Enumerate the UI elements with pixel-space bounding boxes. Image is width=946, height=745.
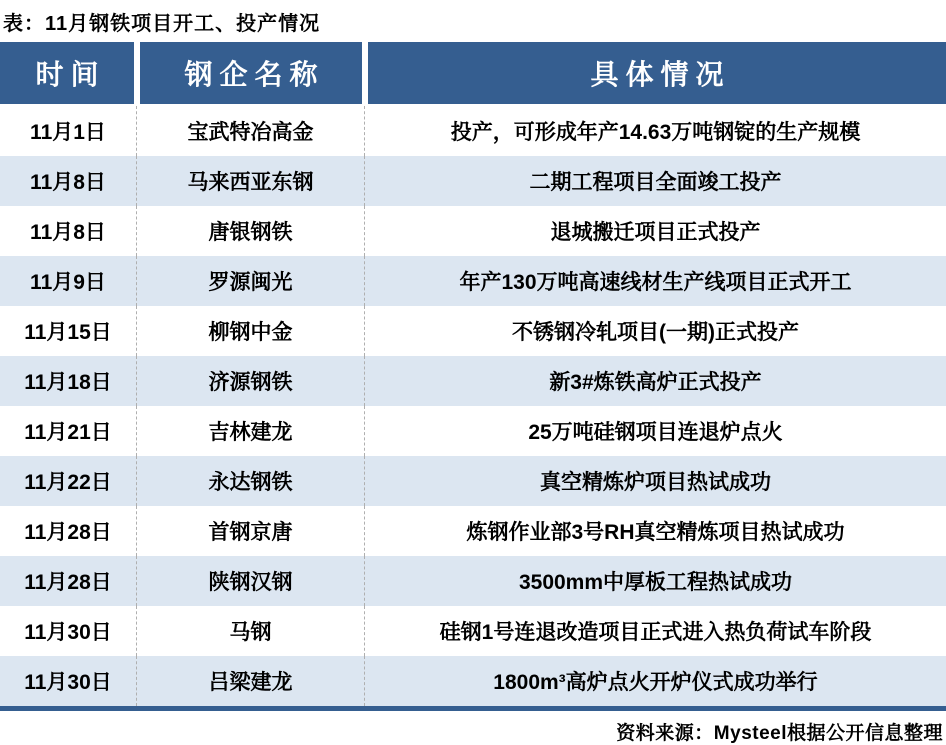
cell-date: 11月8日 — [0, 156, 137, 206]
cell-detail: 炼钢作业部3号RH真空精炼项目热试成功 — [466, 521, 845, 544]
cell-company: 马钢 — [137, 606, 365, 656]
cell-company: 济源钢铁 — [137, 356, 365, 406]
table-title: 表：11月钢铁项目开工、投产情况 — [3, 13, 321, 35]
table-row — [0, 456, 946, 506]
cell-company: 永达钢铁 — [137, 456, 365, 506]
cell-date: 11月18日 — [0, 356, 137, 406]
table-body — [0, 106, 946, 706]
table-row — [0, 206, 946, 256]
table-row — [0, 606, 946, 656]
table-row — [0, 506, 946, 556]
cell-detail: 硅钢1号连退改造项目正式进入热负荷试车阶段 — [439, 621, 872, 644]
cell-detail: 不锈钢冷轧项目(一期)正式投产 — [512, 321, 799, 344]
cell-date: 11月30日 — [0, 656, 137, 706]
table-row — [0, 106, 946, 156]
cell-date: 11月21日 — [0, 406, 137, 456]
cell-company: 柳钢中金 — [137, 306, 365, 356]
table-row — [0, 656, 946, 706]
cell-company: 首钢京唐 — [137, 506, 365, 556]
cell-date: 11月22日 — [0, 456, 137, 506]
cell-date: 11月1日 — [0, 106, 137, 156]
cell-company: 吕梁建龙 — [137, 656, 365, 706]
cell-date: 11月8日 — [0, 206, 137, 256]
cell-detail: 1800m³高炉点火开炉仪式成功举行 — [493, 671, 818, 694]
header-company-name: 钢企名称 — [140, 42, 362, 104]
cell-detail: 二期工程项目全面竣工投产 — [529, 171, 782, 194]
cell-detail: 退城搬迁项目正式投产 — [550, 221, 761, 244]
cell-date: 11月28日 — [0, 556, 137, 606]
cell-date: 11月15日 — [0, 306, 137, 356]
cell-detail: 新3#炼铁高炉正式投产 — [549, 371, 762, 394]
cell-date: 11月30日 — [0, 606, 137, 656]
table-row — [0, 556, 946, 606]
cell-detail: 25万吨硅钢项目连退炉点火 — [528, 421, 783, 444]
table-header-row — [0, 42, 946, 104]
cell-detail: 年产130万吨高速线材生产线项目正式开工 — [459, 271, 852, 294]
cell-company: 罗源闽光 — [137, 256, 365, 306]
table-row — [0, 256, 946, 306]
cell-company: 吉林建龙 — [137, 406, 365, 456]
cell-date: 11月28日 — [0, 506, 137, 556]
cell-company: 唐银钢铁 — [137, 206, 365, 256]
table-row — [0, 156, 946, 206]
table-row — [0, 306, 946, 356]
cell-detail: 真空精炼炉项目热试成功 — [540, 471, 771, 494]
header-time: 时间 — [0, 42, 134, 104]
cell-detail: 3500mm中厚板工程热试成功 — [518, 571, 793, 594]
table-row — [0, 406, 946, 456]
steel-projects-table — [0, 42, 946, 711]
cell-company: 宝武特冶高金 — [137, 106, 365, 156]
cell-company: 陕钢汉钢 — [137, 556, 365, 606]
cell-date: 11月9日 — [0, 256, 137, 306]
cell-detail: 投产，可形成年产14.63万吨钢锭的生产规模 — [450, 121, 861, 144]
data-source-note: 资料来源：Mysteel根据公开信息整理 — [616, 723, 943, 744]
header-detail: 具体情况 — [368, 42, 946, 104]
cell-company: 马来西亚东钢 — [137, 156, 365, 206]
table-row — [0, 356, 946, 406]
